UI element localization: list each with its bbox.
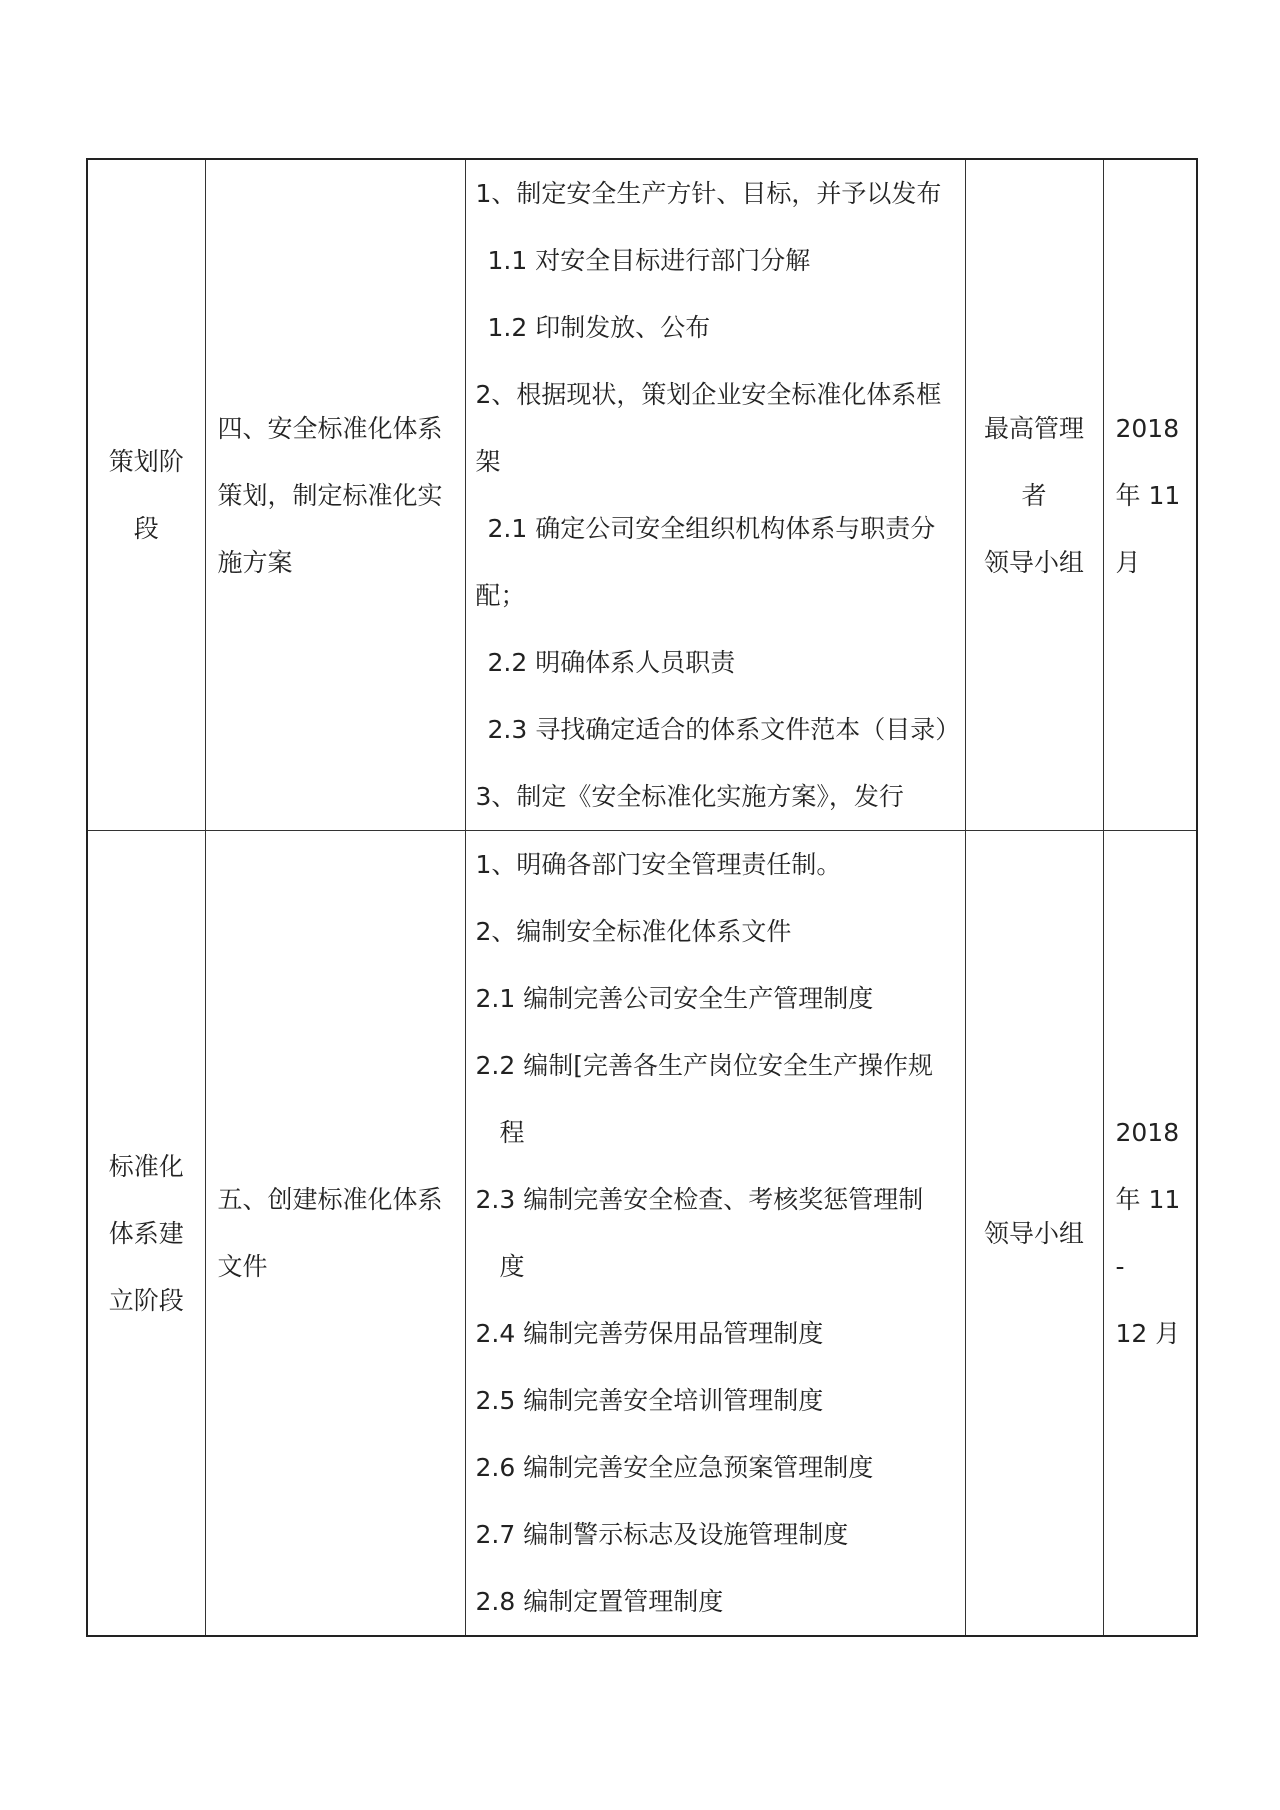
content-line: 3、制定《安全标准化实施方案》，发行 [475,782,904,811]
content-line: 1.1 对安全目标进行部门分解 [487,246,811,275]
responsible-cell [965,831,1103,1637]
task-cell [205,159,465,831]
stage-label: 策划阶段 [108,447,184,543]
content-line: 2.4 编制完善劳保用品管理制度 [475,1319,824,1348]
time-line: 年 11 [1115,480,1181,510]
stage-cell [87,831,205,1637]
task-label: 四、安全标准化体系策划，制定标准化实施方案 [217,413,443,577]
content-cell [465,831,965,1637]
time-line: 月 [1115,547,1141,577]
responsible-line: 最高管理 [983,413,1084,443]
time-cell [1103,831,1197,1637]
content-line: 配； [475,581,526,610]
content-line: 1.2 印制发放、公布 [487,313,711,342]
content-line: 2.6 编制完善安全应急预案管理制度 [475,1453,874,1482]
table-row [87,831,1197,1637]
content-line: 2.2 明确体系人员职责 [487,648,736,677]
content-line: 2.5 编制完善安全培训管理制度 [475,1386,824,1415]
content-line: 2.1 编制完善公司安全生产管理制度 [475,984,874,1013]
content-line: 程 [499,1118,525,1147]
time-line: 年 11- [1115,1185,1181,1281]
task-cell [205,831,465,1637]
task-label: 五、创建标准化体系文件 [217,1185,443,1281]
content-line: 2.3 寻找确定适合的体系文件范本（目录） [487,715,961,744]
content-cell [465,159,965,831]
content-line: 2.3 编制完善安全检查、考核奖惩管理制 [475,1185,924,1214]
content-line: 2.2 编制[完善各生产岗位安全生产操作规 [475,1051,933,1080]
content-line: 1、明确各部门安全管理责任制。 [475,850,842,879]
content-line: 架 [475,447,501,476]
content-line: 2、编制安全标准化体系文件 [475,917,792,946]
time-line: 2018 [1115,1118,1180,1147]
content-line: 2.7 编制警示标志及设施管理制度 [475,1520,849,1549]
stage-label: 标准化体系建立阶段 [108,1151,184,1315]
responsible-line: 者 [1021,480,1047,510]
content-line: 2、根据现状，策划企业安全标准化体系框 [475,380,942,409]
time-line: 2018 [1115,413,1180,443]
table-row [87,159,1197,831]
content-line: 2.8 编制定置管理制度 [475,1587,724,1616]
plan-table [86,158,1198,1637]
content-line: 2.1 确定公司安全组织机构体系与职责分 [487,514,936,543]
responsible-cell [965,159,1103,831]
content-line: 1、制定安全生产方针、目标，并予以发布 [475,179,942,208]
time-cell [1103,159,1197,831]
content-line: 度 [499,1252,525,1281]
responsible-line: 领导小组 [983,1218,1084,1248]
responsible-line: 领导小组 [983,547,1084,577]
stage-cell [87,159,205,831]
time-line: 12 月 [1115,1319,1181,1348]
